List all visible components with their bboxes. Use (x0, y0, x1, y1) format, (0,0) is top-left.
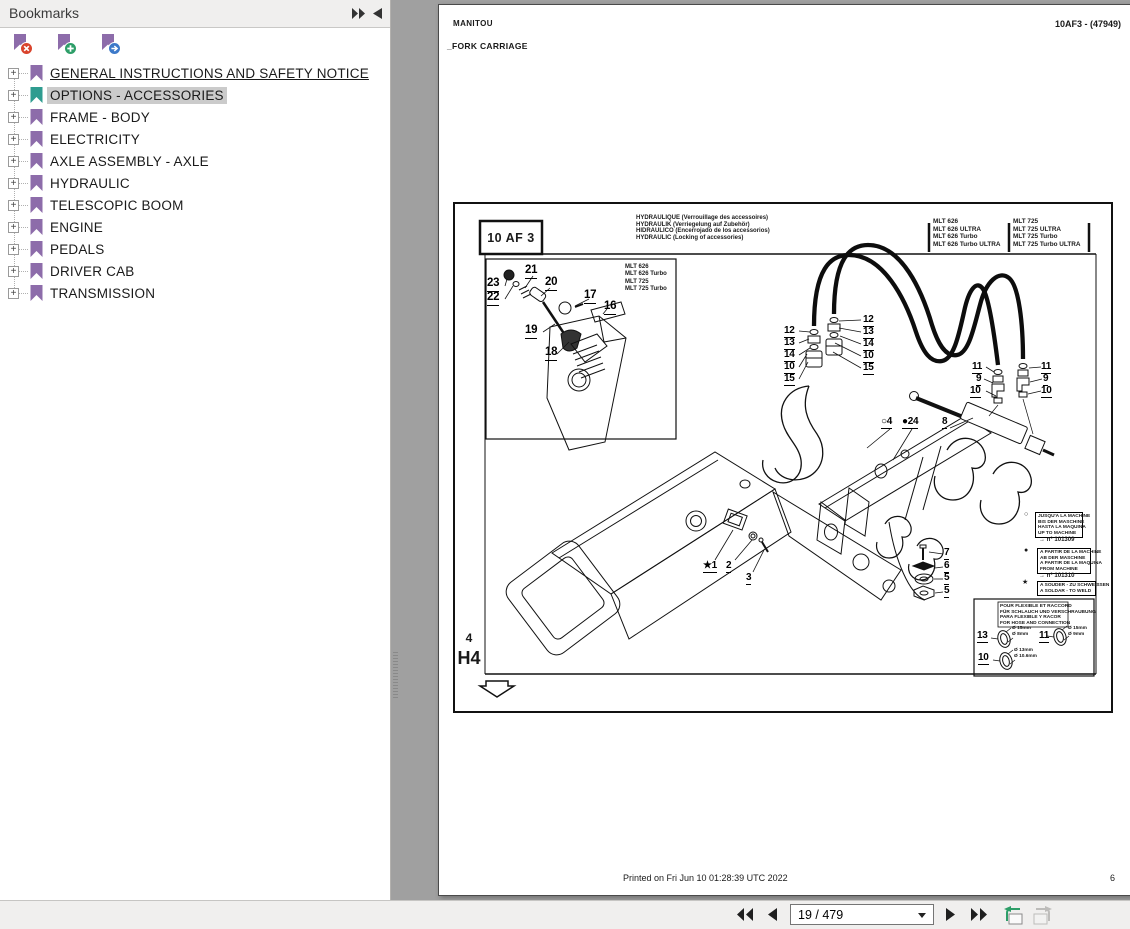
callout-9: 9 (976, 373, 982, 384)
dim-label: Ø 15mm (1012, 626, 1031, 631)
model-name: MLT 626 Turbo (933, 233, 978, 241)
bookmark-label[interactable]: ENGINE (50, 219, 103, 235)
callout-12: 12 (863, 314, 874, 325)
previous-view-button[interactable] (1000, 905, 1024, 926)
legend-line: AB DER MASCHINE (1040, 555, 1086, 561)
callout-13: 13 (784, 337, 795, 348)
tree-dots (19, 183, 28, 184)
inset-model-name: MLT 725 Turbo (625, 286, 667, 293)
bookmark-icon (29, 240, 44, 258)
bookmark-item[interactable] (0, 150, 390, 172)
inset-model-name: MLT 626 Turbo (625, 271, 667, 278)
callout-16: 16 (604, 301, 616, 315)
next-view-button[interactable] (1032, 905, 1056, 926)
callout-14: 14 (863, 338, 874, 349)
delete-bookmark-icon[interactable] (11, 33, 33, 55)
callout-9: 9 (1043, 373, 1049, 384)
model-name: MLT 725 (1013, 218, 1039, 225)
hose-item-11: 11 (1039, 630, 1049, 641)
tree-dots (19, 161, 28, 162)
expand-plus-icon[interactable]: + (8, 266, 19, 277)
callout-19: 19 (525, 325, 537, 339)
tree-dots (19, 117, 28, 118)
legend-symbol: ○ (1024, 511, 1029, 518)
bookmark-label[interactable]: TELESCOPIC BOOM (50, 197, 184, 213)
legend-box (1037, 581, 1110, 596)
hose-item-dims (1068, 626, 1087, 637)
callout-23: 23 (487, 278, 499, 292)
callout-10: 10 (970, 385, 981, 396)
bookmark-item[interactable] (0, 238, 390, 260)
hose-box-header-line: PARA FLEXIBLE Y RACOR (1000, 615, 1061, 620)
dim-label: Ø 8mm (1012, 631, 1029, 637)
diagram-title-block (636, 215, 770, 241)
callout-10: 10 (1041, 385, 1052, 396)
model-name: MLT 626 Turbo ULTRA (933, 240, 1001, 248)
hose-box-header-line: FOR HOSE AND CONNECTION (1000, 620, 1071, 626)
tree-dots (19, 73, 28, 74)
bookmark-icon (29, 108, 44, 126)
collapse-panel-icon[interactable] (373, 8, 383, 19)
callout-5: 5 (944, 572, 950, 583)
footer-page-number: 6 (1109, 873, 1115, 883)
callout-15: 15 (863, 362, 874, 373)
inset-model-name: MLT 626 (625, 264, 649, 270)
callout-22: 22 (487, 292, 499, 306)
bookmark-label[interactable]: PEDALS (50, 241, 105, 257)
parts-diagram (453, 202, 1113, 713)
callout-21: 21 (525, 265, 537, 279)
plate-reference: 10 AF 3 (487, 230, 535, 245)
panel-resize-handle[interactable] (393, 652, 398, 700)
callout-13: 13 (863, 326, 874, 337)
hose-box-header (1000, 604, 1096, 626)
callout-24: ●24 (902, 416, 919, 427)
hose-item-13: 13 (977, 630, 988, 641)
tree-dots (19, 205, 28, 206)
bookmark-item[interactable] (0, 194, 390, 216)
model-name: MLT 725 ULTRA (1013, 225, 1062, 233)
bookmark-label[interactable]: DRIVER CAB (50, 263, 135, 279)
legend-line: A SOLDAR - TO WELD (1040, 588, 1092, 594)
hose-item-dims (1012, 626, 1031, 637)
bookmark-icon (29, 130, 44, 148)
add-bookmark-icon[interactable] (55, 33, 77, 55)
diagram-title-line: HYDRAULIQUE (Verrouillage des accessoires) (636, 215, 769, 221)
bookmark-label[interactable]: TRANSMISSION (50, 285, 156, 301)
bookmark-item[interactable] (0, 128, 390, 150)
page-number-input[interactable] (790, 904, 934, 925)
tree-dots (19, 293, 28, 294)
bookmark-label[interactable]: GENERAL INSTRUCTIONS AND SAFETY NOTICE (50, 65, 369, 81)
dim-label: Ø 13mm (1014, 648, 1033, 653)
tree-dots (19, 249, 28, 250)
models-column-2 (1013, 218, 1080, 248)
bookmark-item[interactable] (0, 84, 390, 106)
expand-plus-icon[interactable]: + (8, 200, 19, 211)
bookmark-item[interactable] (0, 282, 390, 304)
callout-1: ★1 (703, 560, 717, 571)
diagram-title-line: HYDRAULIK (Verriegelung auf Zubehör) (636, 221, 750, 228)
legend-symbol: ● (1024, 547, 1029, 554)
bookmark-icon (29, 64, 44, 82)
bookmark-icon (29, 196, 44, 214)
callout-5: 5 (944, 585, 950, 596)
hose-item-10: 10 (978, 652, 989, 663)
models-column-1 (933, 218, 1000, 248)
model-name: MLT 626 (933, 218, 959, 225)
expand-options-icon[interactable] (352, 8, 367, 19)
expand-plus-icon[interactable]: + (8, 178, 19, 189)
callout-17: 17 (584, 290, 596, 304)
callout-15: 15 (784, 373, 795, 384)
bookmark-item[interactable] (0, 106, 390, 128)
callout-4: ○4 (881, 416, 893, 427)
model-name: MLT 725 Turbo ULTRA (1013, 240, 1081, 248)
bookmark-icon (29, 284, 44, 302)
callout-2: 2 (726, 560, 732, 571)
bookmarks-panel-header (0, 0, 390, 28)
footer-printed-on: Printed on Fri Jun 10 01:28:39 UTC 2022 (623, 873, 788, 883)
legend-box (1035, 512, 1091, 538)
previous-page-button[interactable] (766, 907, 779, 922)
callout-18: 18 (545, 347, 557, 361)
bookmark-label[interactable]: HYDRAULIC (50, 175, 130, 191)
legend-symbol: ★ (1022, 579, 1029, 586)
tree-dots (19, 95, 28, 96)
inset-model-name: MLT 725 (625, 278, 649, 285)
expand-plus-icon[interactable]: + (8, 288, 19, 299)
legend-box (1037, 548, 1102, 574)
bookmark-label[interactable]: AXLE ASSEMBLY - AXLE (50, 153, 209, 169)
callout-11: 11 (1041, 361, 1051, 372)
bookmark-label[interactable]: FRAME - BODY (50, 109, 150, 125)
legend-line: HASTA LA MAQUINA (1038, 525, 1086, 530)
expand-plus-icon[interactable]: + (8, 90, 19, 101)
bookmark-item[interactable] (0, 260, 390, 282)
tree-dots (19, 227, 28, 228)
bookmark-actions-row (0, 28, 390, 62)
last-page-button[interactable] (970, 907, 989, 922)
expand-plus-icon[interactable]: + (8, 68, 19, 79)
dim-label: Ø 9mm (1068, 631, 1085, 637)
legend-line: BIS DER MASCHINE (1038, 519, 1085, 525)
callout-12: 12 (784, 325, 795, 336)
legend-line: A PARTIR DE LA MACHINE (1040, 550, 1102, 555)
callout-7: 7 (944, 547, 950, 558)
bookmark-icon (29, 86, 44, 104)
diagram-title-line: HYDRAULIC (Locking of accessories) (636, 234, 744, 241)
callout-8: 8 (942, 416, 948, 427)
bookmark-item[interactable] (0, 62, 390, 84)
callout-20: 20 (545, 277, 557, 291)
bookmark-item[interactable] (0, 172, 390, 194)
expand-plus-icon[interactable]: + (8, 244, 19, 255)
bookmark-icon (29, 218, 44, 236)
model-name: MLT 626 ULTRA (933, 225, 982, 233)
bookmark-label[interactable]: OPTIONS - ACCESSORIES (47, 87, 227, 104)
dim-label: Ø 10.6mm (1014, 653, 1037, 659)
panel-title: Bookmarks (9, 5, 80, 21)
bottom-toolbar (0, 900, 1130, 929)
next-page-button[interactable] (944, 907, 957, 922)
callout-14: 14 (784, 349, 795, 360)
callout-6: 6 (944, 560, 950, 571)
inset-models-list (625, 264, 667, 294)
hose-box-header-line: POUR FLEXIBLE ET RACCORD (1000, 604, 1072, 609)
grid-number: 4 (465, 631, 473, 645)
legend-serial-ref: → n° 101309 (1039, 537, 1075, 543)
bookmarks-panel (0, 0, 391, 900)
expand-plus-icon[interactable]: + (8, 222, 19, 233)
legend-line: A PARTIR DE LA MAQUINA (1040, 561, 1102, 566)
expand-plus-icon[interactable]: + (8, 134, 19, 145)
dim-label: Ø 15mm (1068, 626, 1087, 631)
callout-3: 3 (746, 572, 752, 583)
first-page-button[interactable] (736, 907, 755, 922)
goto-bookmark-icon[interactable] (99, 33, 121, 55)
page-header-brand: MANITOU (453, 19, 493, 28)
legend-serial-ref: → n° 101310 (1039, 573, 1075, 579)
bookmarks-list (0, 62, 390, 304)
hose-item-dims (1014, 648, 1037, 659)
legend-line: UP TO MACHINE (1038, 530, 1077, 536)
legend-line: A SOUDER - ZU SCHWEISSEN (1040, 583, 1110, 588)
bookmark-label[interactable]: ELECTRICITY (50, 131, 140, 147)
hose-box-header-line: FÜR SCHLAUCH UND VERSCHRAUBUNG (1000, 609, 1096, 615)
bookmark-item[interactable] (0, 216, 390, 238)
bookmark-icon (29, 262, 44, 280)
bookmark-icon (29, 174, 44, 192)
legend-line: JUSQU'A LA MACHINE (1038, 514, 1091, 519)
model-name: MLT 725 Turbo (1013, 233, 1058, 241)
legend-line: FROM MACHINE (1040, 566, 1078, 572)
page-header-ref: 10AF3 - (47949) (1054, 19, 1121, 29)
tree-dots (19, 139, 28, 140)
page-section-title: _FORK CARRIAGE (447, 41, 528, 51)
bookmark-icon (29, 152, 44, 170)
expand-plus-icon[interactable]: + (8, 156, 19, 167)
grid-reference: H4 (457, 648, 481, 668)
callout-10: 10 (863, 350, 874, 361)
tree-dots (19, 271, 28, 272)
callout-11: 11 (972, 361, 982, 372)
expand-plus-icon[interactable]: + (8, 112, 19, 123)
callout-10: 10 (784, 361, 795, 372)
document-page (438, 4, 1130, 896)
diagram-title-line: HIDRAULICO (Encerrojado de los accessorios) (636, 228, 770, 235)
